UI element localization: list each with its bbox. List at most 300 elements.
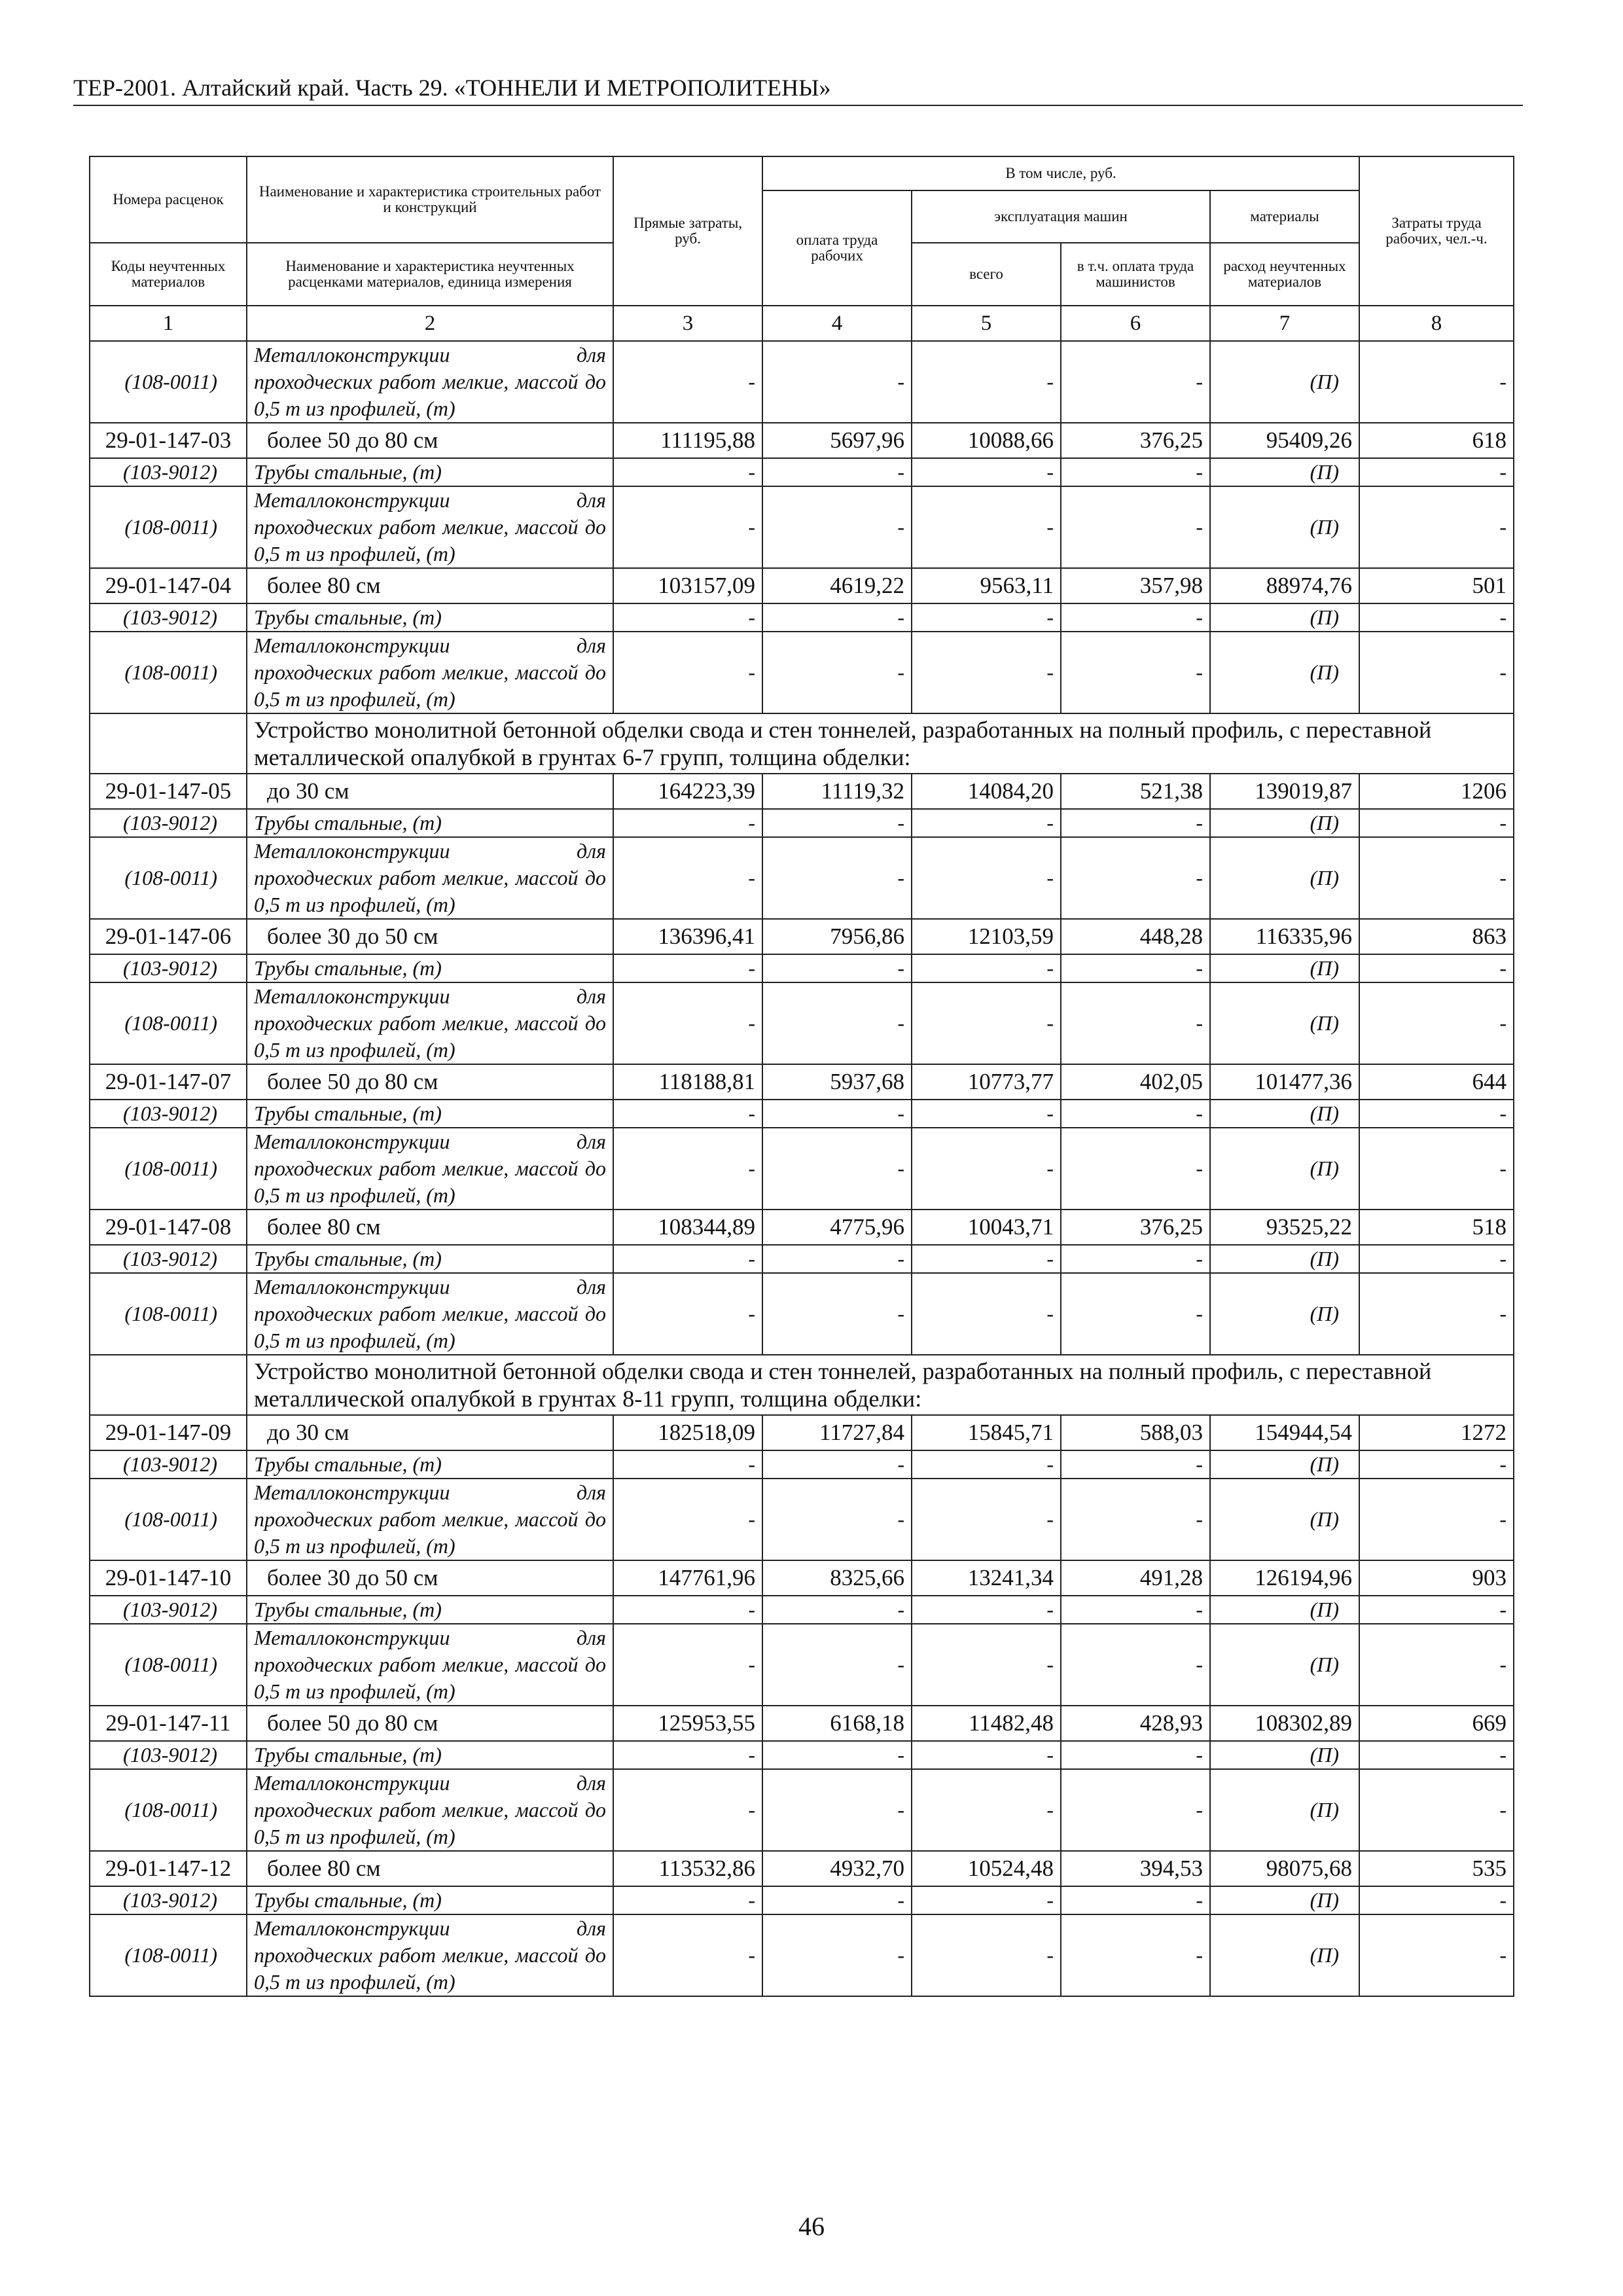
material-consumption: (П) — [1210, 982, 1359, 1064]
empty-value: - — [912, 1128, 1061, 1210]
empty-value: - — [1359, 1100, 1514, 1128]
material-code: (103-9012) — [90, 1450, 247, 1479]
empty-value: - — [912, 954, 1061, 982]
empty-value: - — [762, 954, 912, 982]
material-consumption: (П) — [1210, 1596, 1359, 1624]
machinists-pay-value: 376,25 — [1061, 423, 1210, 458]
material-name: Металлоконструкции для проходческих работ мелкие, массой до 0,5 т из профилей, (т) — [247, 632, 613, 713]
empty-value: - — [613, 1245, 762, 1273]
empty-value: - — [912, 1624, 1061, 1706]
rate-row — [90, 568, 1514, 603]
direct-costs-value: 111195,88 — [613, 423, 762, 458]
material-name: Трубы стальные, (т) — [247, 1596, 613, 1624]
empty-value: - — [613, 1479, 762, 1560]
material-code: (108-0011) — [90, 1769, 247, 1851]
material-name: Металлоконструкции для проходческих работ мелкие, массой до 0,5 т из профилей, (т) — [247, 1479, 613, 1560]
machines-total-value: 14084,20 — [912, 774, 1061, 809]
direct-costs-value: 108344,89 — [613, 1210, 762, 1245]
material-row — [90, 954, 1514, 982]
machines-total-value: 10524,48 — [912, 1851, 1061, 1886]
material-name: Трубы стальные, (т) — [247, 1100, 613, 1128]
empty-value: - — [613, 954, 762, 982]
empty-value: - — [762, 1624, 912, 1706]
labor-pay-value: 4619,22 — [762, 568, 912, 603]
section-spacer — [90, 713, 247, 774]
labor-pay-value: 4775,96 — [762, 1210, 912, 1245]
labor-hours-value: 618 — [1359, 423, 1514, 458]
rate-code: 29-01-147-06 — [90, 919, 247, 954]
rate-row — [90, 1415, 1514, 1450]
empty-value: - — [613, 1886, 762, 1914]
labor-hours-value: 863 — [1359, 919, 1514, 954]
empty-value: - — [613, 486, 762, 568]
material-consumption: (П) — [1210, 1624, 1359, 1706]
rate-code: 29-01-147-04 — [90, 568, 247, 603]
header-unaccounted-materials: расход неучтенных материалов — [1210, 243, 1359, 306]
material-consumption: (П) — [1210, 1914, 1359, 1996]
empty-value: - — [762, 1741, 912, 1769]
rate-row — [90, 1210, 1514, 1245]
empty-value: - — [613, 1128, 762, 1210]
direct-costs-value: 136396,41 — [613, 919, 762, 954]
machines-total-value: 13241,34 — [912, 1560, 1061, 1596]
empty-value: - — [613, 982, 762, 1064]
empty-value: - — [762, 1479, 912, 1560]
machines-total-value: 11482,48 — [912, 1706, 1061, 1741]
material-code: (103-9012) — [90, 603, 247, 632]
column-number: 7 — [1210, 306, 1359, 341]
empty-value: - — [912, 1100, 1061, 1128]
materials-value: 139019,87 — [1210, 774, 1359, 809]
empty-value: - — [912, 1245, 1061, 1273]
section-title: Устройство монолитной бетонной обделки свода и стен тоннелей, разработанных на полный профиль, с переставной металлической опалубкой в грунтах 8-11 групп, толщина обделки: — [247, 1355, 1514, 1415]
direct-costs-value: 164223,39 — [613, 774, 762, 809]
material-row — [90, 1100, 1514, 1128]
material-consumption: (П) — [1210, 1100, 1359, 1128]
header-labor-pay: оплата труда рабочих — [762, 190, 912, 306]
material-row — [90, 1479, 1514, 1560]
empty-value: - — [1359, 1273, 1514, 1355]
material-name: Трубы стальные, (т) — [247, 954, 613, 982]
header-labor-hours: Затраты труда рабочих, чел.-ч. — [1359, 156, 1514, 306]
material-name: Металлоконструкции для проходческих работ мелкие, массой до 0,5 т из профилей, (т) — [247, 341, 613, 423]
material-consumption: (П) — [1210, 809, 1359, 837]
empty-value: - — [1359, 837, 1514, 919]
rate-row — [90, 774, 1514, 809]
empty-value: - — [762, 1886, 912, 1914]
empty-value: - — [613, 837, 762, 919]
material-code: (108-0011) — [90, 486, 247, 568]
empty-value: - — [1061, 458, 1210, 486]
empty-value: - — [613, 1624, 762, 1706]
empty-value: - — [1359, 603, 1514, 632]
labor-hours-value: 518 — [1359, 1210, 1514, 1245]
empty-value: - — [613, 1450, 762, 1479]
labor-pay-value: 7956,86 — [762, 919, 912, 954]
materials-value: 126194,96 — [1210, 1560, 1359, 1596]
material-consumption: (П) — [1210, 1886, 1359, 1914]
empty-value: - — [613, 1100, 762, 1128]
empty-value: - — [1359, 1741, 1514, 1769]
header-work-name: Наименование и характеристика строительных работ и конструкций — [247, 156, 613, 243]
section-row — [90, 713, 1514, 774]
machinists-pay-value: 376,25 — [1061, 1210, 1210, 1245]
empty-value: - — [1061, 1596, 1210, 1624]
empty-value: - — [762, 1769, 912, 1851]
material-row — [90, 1245, 1514, 1273]
empty-value: - — [1061, 341, 1210, 423]
empty-value: - — [1061, 809, 1210, 837]
material-name: Металлоконструкции для проходческих работ мелкие, массой до 0,5 т из профилей, (т) — [247, 486, 613, 568]
labor-hours-value: 535 — [1359, 1851, 1514, 1886]
rate-code: 29-01-147-08 — [90, 1210, 247, 1245]
material-name: Металлоконструкции для проходческих работ мелкие, массой до 0,5 т из профилей, (т) — [247, 837, 613, 919]
empty-value: - — [1359, 341, 1514, 423]
rate-code: 29-01-147-10 — [90, 1560, 247, 1596]
materials-value: 154944,54 — [1210, 1415, 1359, 1450]
rate-code: 29-01-147-07 — [90, 1064, 247, 1100]
empty-value: - — [912, 1769, 1061, 1851]
labor-hours-value: 501 — [1359, 568, 1514, 603]
empty-value: - — [1061, 1741, 1210, 1769]
material-consumption: (П) — [1210, 632, 1359, 713]
material-name: Металлоконструкции для проходческих работ мелкие, массой до 0,5 т из профилей, (т) — [247, 1624, 613, 1706]
material-code: (103-9012) — [90, 458, 247, 486]
material-code: (103-9012) — [90, 809, 247, 837]
empty-value: - — [912, 837, 1061, 919]
rate-code: 29-01-147-05 — [90, 774, 247, 809]
machinists-pay-value: 402,05 — [1061, 1064, 1210, 1100]
rate-row — [90, 1851, 1514, 1886]
empty-value: - — [1359, 1245, 1514, 1273]
machinists-pay-value: 588,03 — [1061, 1415, 1210, 1450]
material-name: Трубы стальные, (т) — [247, 1245, 613, 1273]
section-spacer — [90, 1355, 247, 1415]
direct-costs-value: 118188,81 — [613, 1064, 762, 1100]
empty-value: - — [762, 603, 912, 632]
empty-value: - — [912, 341, 1061, 423]
materials-value: 108302,89 — [1210, 1706, 1359, 1741]
material-row — [90, 341, 1514, 423]
labor-hours-value: 1272 — [1359, 1415, 1514, 1450]
empty-value: - — [912, 486, 1061, 568]
empty-value: - — [613, 1914, 762, 1996]
column-number: 3 — [613, 306, 762, 341]
material-row — [90, 1273, 1514, 1355]
material-consumption: (П) — [1210, 1741, 1359, 1769]
material-name: Металлоконструкции для проходческих работ мелкие, массой до 0,5 т из профилей, (т) — [247, 1769, 613, 1851]
material-consumption: (П) — [1210, 1769, 1359, 1851]
empty-value: - — [762, 1273, 912, 1355]
empty-value: - — [1061, 837, 1210, 919]
empty-value: - — [1061, 982, 1210, 1064]
empty-value: - — [762, 1100, 912, 1128]
rate-name: более 30 до 50 см — [247, 1560, 613, 1596]
empty-value: - — [912, 632, 1061, 713]
material-code: (103-9012) — [90, 954, 247, 982]
rate-name: более 80 см — [247, 1210, 613, 1245]
material-name: Металлоконструкции для проходческих работ мелкие, массой до 0,5 т из профилей, (т) — [247, 1273, 613, 1355]
empty-value: - — [613, 632, 762, 713]
header-including: В том числе, руб. — [762, 156, 1359, 190]
column-number: 2 — [247, 306, 613, 341]
labor-hours-value: 644 — [1359, 1064, 1514, 1100]
direct-costs-value: 147761,96 — [613, 1560, 762, 1596]
header-machines: эксплуатация машин — [912, 190, 1210, 243]
empty-value: - — [762, 1245, 912, 1273]
empty-value: - — [613, 341, 762, 423]
empty-value: - — [1061, 1624, 1210, 1706]
section-title: Устройство монолитной бетонной обделки свода и стен тоннелей, разработанных на полный профиль, с переставной металлической опалубкой в грунтах 6-7 групп, толщина обделки: — [247, 713, 1514, 774]
rate-name: более 80 см — [247, 1851, 613, 1886]
material-name: Трубы стальные, (т) — [247, 1450, 613, 1479]
material-row — [90, 1624, 1514, 1706]
materials-value: 116335,96 — [1210, 919, 1359, 954]
empty-value: - — [912, 458, 1061, 486]
material-row — [90, 1886, 1514, 1914]
empty-value: - — [1061, 1273, 1210, 1355]
empty-value: - — [613, 603, 762, 632]
material-code: (103-9012) — [90, 1100, 247, 1128]
empty-value: - — [613, 458, 762, 486]
empty-value: - — [1359, 1769, 1514, 1851]
machinists-pay-value: 357,98 — [1061, 568, 1210, 603]
labor-pay-value: 11119,32 — [762, 774, 912, 809]
material-row — [90, 486, 1514, 568]
material-name: Металлоконструкции для проходческих работ мелкие, массой до 0,5 т из профилей, (т) — [247, 1128, 613, 1210]
empty-value: - — [762, 632, 912, 713]
empty-value: - — [1061, 603, 1210, 632]
materials-value: 101477,36 — [1210, 1064, 1359, 1100]
material-row — [90, 837, 1514, 919]
material-consumption: (П) — [1210, 1450, 1359, 1479]
material-name: Трубы стальные, (т) — [247, 1886, 613, 1914]
material-row — [90, 632, 1514, 713]
material-code: (103-9012) — [90, 1886, 247, 1914]
empty-value: - — [762, 1128, 912, 1210]
empty-value: - — [762, 982, 912, 1064]
empty-value: - — [912, 1741, 1061, 1769]
empty-value: - — [1061, 486, 1210, 568]
empty-value: - — [1359, 632, 1514, 713]
material-name: Трубы стальные, (т) — [247, 458, 613, 486]
material-consumption: (П) — [1210, 1273, 1359, 1355]
material-code: (108-0011) — [90, 982, 247, 1064]
column-number: 8 — [1359, 306, 1514, 341]
material-row — [90, 458, 1514, 486]
empty-value: - — [1061, 1914, 1210, 1996]
empty-value: - — [1359, 1128, 1514, 1210]
header-rate-numbers: Номера расценок — [90, 156, 247, 243]
empty-value: - — [912, 1479, 1061, 1560]
material-code: (108-0011) — [90, 1273, 247, 1355]
material-code: (108-0011) — [90, 1128, 247, 1210]
header-machines-total: всего — [912, 243, 1061, 306]
empty-value: - — [912, 809, 1061, 837]
material-row — [90, 1741, 1514, 1769]
empty-value: - — [1359, 1914, 1514, 1996]
empty-value: - — [1061, 1886, 1210, 1914]
rate-name: до 30 см — [247, 774, 613, 809]
material-consumption: (П) — [1210, 837, 1359, 919]
materials-value: 98075,68 — [1210, 1851, 1359, 1886]
labor-hours-value: 669 — [1359, 1706, 1514, 1741]
material-code: (103-9012) — [90, 1741, 247, 1769]
empty-value: - — [1359, 982, 1514, 1064]
material-code: (108-0011) — [90, 341, 247, 423]
rates-table — [89, 156, 1514, 1997]
rate-name: более 50 до 80 см — [247, 1064, 613, 1100]
material-row — [90, 1596, 1514, 1624]
materials-value: 93525,22 — [1210, 1210, 1359, 1245]
rate-name: более 50 до 80 см — [247, 423, 613, 458]
material-consumption: (П) — [1210, 1245, 1359, 1273]
header-direct-costs: Прямые затраты, руб. — [613, 156, 762, 306]
empty-value: - — [1061, 632, 1210, 713]
machinists-pay-value: 448,28 — [1061, 919, 1210, 954]
column-numbers-row — [90, 306, 1514, 341]
empty-value: - — [1061, 1128, 1210, 1210]
labor-pay-value: 5937,68 — [762, 1064, 912, 1100]
empty-value: - — [1359, 954, 1514, 982]
material-row — [90, 1769, 1514, 1851]
machinists-pay-value: 428,93 — [1061, 1706, 1210, 1741]
material-name: Металлоконструкции для проходческих работ мелкие, массой до 0,5 т из профилей, (т) — [247, 982, 613, 1064]
empty-value: - — [912, 1886, 1061, 1914]
empty-value: - — [762, 458, 912, 486]
machines-total-value: 10773,77 — [912, 1064, 1061, 1100]
materials-value: 88974,76 — [1210, 568, 1359, 603]
empty-value: - — [613, 1741, 762, 1769]
material-code: (103-9012) — [90, 1596, 247, 1624]
empty-value: - — [762, 486, 912, 568]
page-number: 46 — [798, 2212, 825, 2241]
column-number: 5 — [912, 306, 1061, 341]
empty-value: - — [912, 1273, 1061, 1355]
empty-value: - — [912, 982, 1061, 1064]
material-consumption: (П) — [1210, 1479, 1359, 1560]
machines-total-value: 9563,11 — [912, 568, 1061, 603]
empty-value: - — [1359, 458, 1514, 486]
material-row — [90, 1450, 1514, 1479]
material-name: Трубы стальные, (т) — [247, 809, 613, 837]
material-code: (108-0011) — [90, 1479, 247, 1560]
rate-code: 29-01-147-11 — [90, 1706, 247, 1741]
material-consumption: (П) — [1210, 458, 1359, 486]
material-consumption: (П) — [1210, 603, 1359, 632]
rate-row — [90, 1560, 1514, 1596]
machinists-pay-value: 394,53 — [1061, 1851, 1210, 1886]
column-number: 4 — [762, 306, 912, 341]
empty-value: - — [1359, 1624, 1514, 1706]
empty-value: - — [762, 341, 912, 423]
rate-name: более 30 до 50 см — [247, 919, 613, 954]
header-material-codes: Коды неучтенных материалов — [90, 243, 247, 306]
material-consumption: (П) — [1210, 486, 1359, 568]
machines-total-value: 12103,59 — [912, 919, 1061, 954]
empty-value: - — [1359, 486, 1514, 568]
empty-value: - — [912, 1914, 1061, 1996]
material-consumption: (П) — [1210, 1128, 1359, 1210]
header-materials: материалы — [1210, 190, 1359, 243]
empty-value: - — [762, 809, 912, 837]
empty-value: - — [1359, 1886, 1514, 1914]
empty-value: - — [912, 603, 1061, 632]
labor-pay-value: 8325,66 — [762, 1560, 912, 1596]
labor-hours-value: 903 — [1359, 1560, 1514, 1596]
material-row — [90, 1128, 1514, 1210]
header-machinists-pay: в т.ч. оплата труда машинистов — [1061, 243, 1210, 306]
rate-name: более 50 до 80 см — [247, 1706, 613, 1741]
material-code: (108-0011) — [90, 1914, 247, 1996]
material-row — [90, 809, 1514, 837]
empty-value: - — [762, 1596, 912, 1624]
empty-value: - — [613, 1596, 762, 1624]
empty-value: - — [1359, 1450, 1514, 1479]
rate-row — [90, 919, 1514, 954]
empty-value: - — [1061, 1769, 1210, 1851]
empty-value: - — [613, 809, 762, 837]
rate-row — [90, 1064, 1514, 1100]
column-number: 6 — [1061, 306, 1210, 341]
rate-name: до 30 см — [247, 1415, 613, 1450]
labor-hours-value: 1206 — [1359, 774, 1514, 809]
page-header: ТЕР-2001. Алтайский край. Часть 29. «ТОННЕЛИ И МЕТРОПОЛИТЕНЫ» — [73, 73, 1523, 106]
machinists-pay-value: 491,28 — [1061, 1560, 1210, 1596]
material-row — [90, 982, 1514, 1064]
material-consumption: (П) — [1210, 341, 1359, 423]
empty-value: - — [1359, 1479, 1514, 1560]
machines-total-value: 10088,66 — [912, 423, 1061, 458]
material-name: Трубы стальные, (т) — [247, 603, 613, 632]
direct-costs-value: 182518,09 — [613, 1415, 762, 1450]
labor-pay-value: 11727,84 — [762, 1415, 912, 1450]
empty-value: - — [1359, 1596, 1514, 1624]
material-code: (103-9012) — [90, 1245, 247, 1273]
section-row — [90, 1355, 1514, 1415]
empty-value: - — [762, 1450, 912, 1479]
empty-value: - — [912, 1596, 1061, 1624]
materials-value: 95409,26 — [1210, 423, 1359, 458]
rate-code: 29-01-147-09 — [90, 1415, 247, 1450]
rate-code: 29-01-147-03 — [90, 423, 247, 458]
labor-pay-value: 6168,18 — [762, 1706, 912, 1741]
direct-costs-value: 113532,86 — [613, 1851, 762, 1886]
material-code: (108-0011) — [90, 837, 247, 919]
empty-value: - — [613, 1273, 762, 1355]
direct-costs-value: 103157,09 — [613, 568, 762, 603]
labor-pay-value: 5697,96 — [762, 423, 912, 458]
empty-value: - — [1359, 809, 1514, 837]
direct-costs-value: 125953,55 — [613, 1706, 762, 1741]
machinists-pay-value: 521,38 — [1061, 774, 1210, 809]
material-code: (108-0011) — [90, 632, 247, 713]
rate-name: более 80 см — [247, 568, 613, 603]
material-row — [90, 603, 1514, 632]
machines-total-value: 10043,71 — [912, 1210, 1061, 1245]
material-row — [90, 1914, 1514, 1996]
empty-value: - — [912, 1450, 1061, 1479]
empty-value: - — [1061, 1100, 1210, 1128]
rate-code: 29-01-147-12 — [90, 1851, 247, 1886]
empty-value: - — [613, 1769, 762, 1851]
labor-pay-value: 4932,70 — [762, 1851, 912, 1886]
header-material-names: Наименование и характеристика неучтенных расценками материалов, единица измерения — [247, 243, 613, 306]
column-number: 1 — [90, 306, 247, 341]
empty-value: - — [1061, 1479, 1210, 1560]
material-name: Трубы стальные, (т) — [247, 1741, 613, 1769]
material-name: Металлоконструкции для проходческих работ мелкие, массой до 0,5 т из профилей, (т) — [247, 1914, 613, 1996]
